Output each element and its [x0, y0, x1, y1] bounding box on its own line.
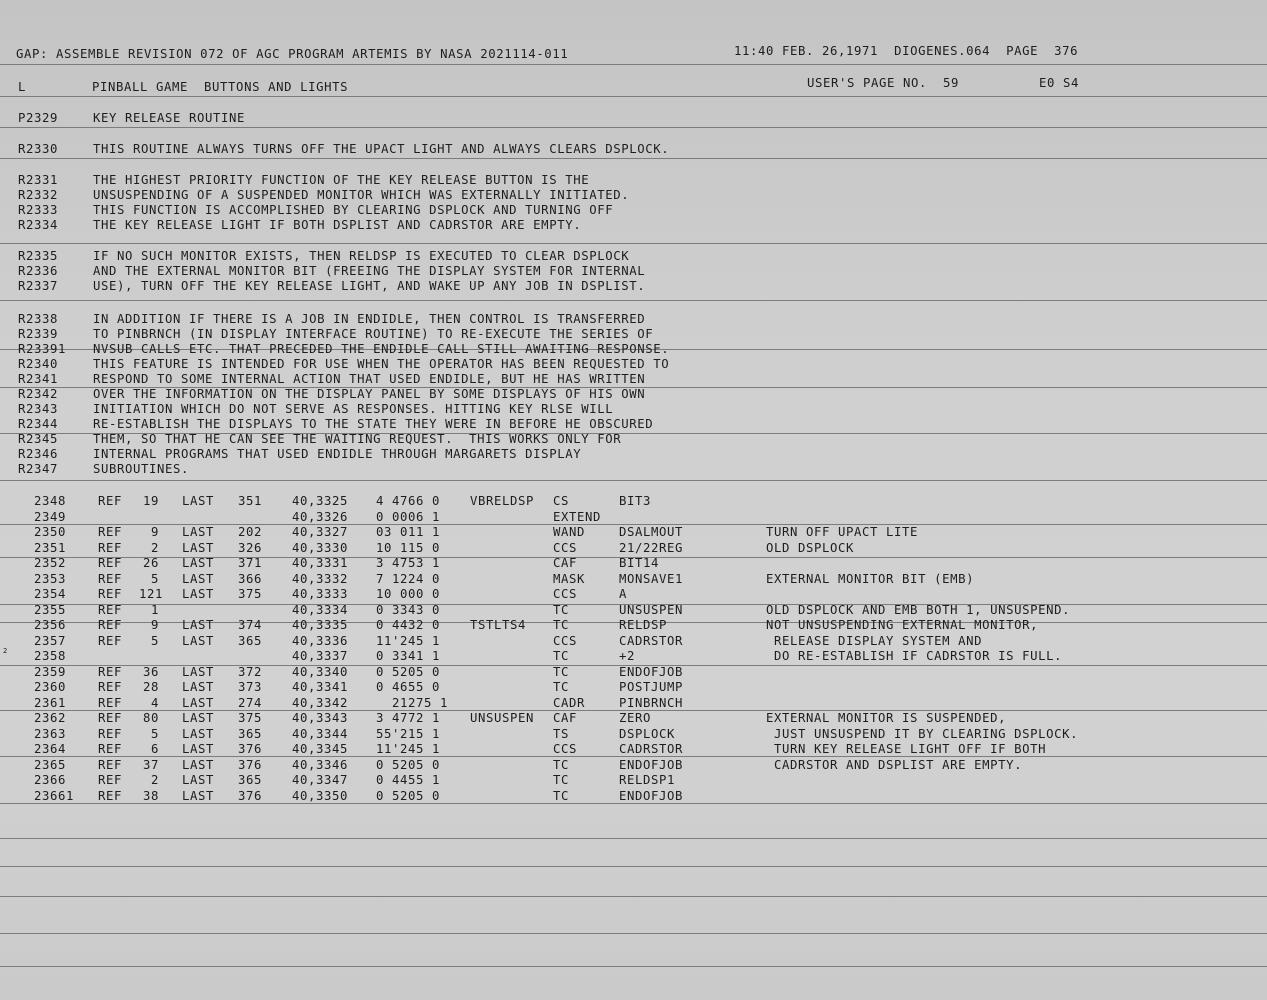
ref-count: 9 — [150, 525, 159, 539]
opcode: CCS — [553, 742, 578, 756]
opcode: TC — [553, 603, 570, 617]
margin-mark: 2 — [3, 647, 8, 655]
comment-line-id: R2347 — [18, 462, 59, 476]
opcode: EXTEND — [553, 510, 602, 524]
last-keyword: LAST — [182, 525, 215, 539]
code-line-number: 23661 — [34, 789, 75, 803]
code-label: UNSUSPEN — [470, 711, 535, 725]
ref-keyword: REF — [98, 665, 123, 679]
last-keyword: LAST — [182, 711, 215, 725]
comment-line-id: R2343 — [18, 402, 59, 416]
comment-line-id: P2329 — [18, 111, 59, 125]
opcode: TC — [553, 649, 570, 663]
operand: UNSUSPEN — [619, 603, 684, 617]
comment-line-text: OVER THE INFORMATION ON THE DISPLAY PANEL BY SOME DISPLAYS OF HIS OWN — [93, 387, 646, 401]
code-comment: TURN OFF UPACT LITE — [766, 525, 919, 539]
ref-count: 2 — [150, 541, 159, 555]
operand: POSTJUMP — [619, 680, 684, 694]
memory-address: 40,3326 — [292, 510, 349, 524]
octal-word: 0 5205 0 — [376, 789, 441, 803]
ref-count: 5 — [150, 572, 159, 586]
operand: ENDOFJOB — [619, 789, 684, 803]
last-page: 374 — [238, 618, 263, 632]
code-line-number: 2357 — [34, 634, 67, 648]
code-line-number: 2356 — [34, 618, 67, 632]
last-page: 351 — [238, 494, 263, 508]
ref-count: 38 — [142, 789, 159, 803]
operand: A — [619, 587, 628, 601]
opcode: TC — [553, 789, 570, 803]
last-page: 371 — [238, 556, 263, 570]
ref-count: 5 — [150, 727, 159, 741]
comment-line-text: AND THE EXTERNAL MONITOR BIT (FREEING THE DISPLAY SYSTEM FOR INTERNAL — [93, 264, 646, 278]
code-label: VBRELDSP — [470, 494, 535, 508]
octal-word: 03 011 1 — [376, 525, 441, 539]
last-page: 202 — [238, 525, 263, 539]
last-page: 376 — [238, 758, 263, 772]
comment-line-id: R2339 — [18, 327, 59, 341]
opcode: CCS — [553, 634, 578, 648]
ref-keyword: REF — [98, 789, 123, 803]
ref-keyword: REF — [98, 618, 123, 632]
memory-address: 40,3346 — [292, 758, 349, 772]
octal-word: 0 3341 1 — [376, 649, 441, 663]
octal-word: 11'245 1 — [376, 742, 441, 756]
code-line-number: 2354 — [34, 587, 67, 601]
last-page: 373 — [238, 680, 263, 694]
code-comment: JUST UNSUSPEND IT BY CLEARING DSPLOCK. — [766, 727, 1079, 741]
octal-word: 0 3343 0 — [376, 603, 441, 617]
opcode: TC — [553, 680, 570, 694]
opcode: CS — [553, 494, 570, 508]
last-keyword: LAST — [182, 665, 215, 679]
code-line-number: 2350 — [34, 525, 67, 539]
opcode: CCS — [553, 587, 578, 601]
comment-line-text: USE), TURN OFF THE KEY RELEASE LIGHT, AND WAKE UP ANY JOB IN DSPLIST. — [93, 279, 646, 293]
header-title: GAP: ASSEMBLE REVISION 072 OF AGC PROGRAM ARTEMIS BY NASA 2021114-011 — [16, 47, 569, 61]
memory-address: 40,3343 — [292, 711, 349, 725]
code-line-number: 2363 — [34, 727, 67, 741]
opcode: CAF — [553, 556, 578, 570]
memory-address: 40,3333 — [292, 587, 349, 601]
ref-count: 19 — [142, 494, 159, 508]
last-page: 365 — [238, 773, 263, 787]
opcode: TC — [553, 618, 570, 632]
code-line-number: 2352 — [34, 556, 67, 570]
memory-address: 40,3347 — [292, 773, 349, 787]
ref-keyword: REF — [98, 742, 123, 756]
octal-word: 10 115 0 — [376, 541, 441, 555]
comment-line-text: NVSUB CALLS ETC. THAT PRECEDED THE ENDIDLE CALL STILL AWAITING RESPONSE. — [93, 342, 670, 356]
last-keyword: LAST — [182, 572, 215, 586]
code-label: TSTLTS4 — [470, 618, 527, 632]
operand: DSPLOCK — [619, 727, 676, 741]
section-code: L — [18, 80, 27, 94]
last-keyword: LAST — [182, 680, 215, 694]
memory-address: 40,3350 — [292, 789, 349, 803]
code-line-number: 2349 — [34, 510, 67, 524]
opcode: MASK — [553, 572, 586, 586]
ref-keyword: REF — [98, 603, 123, 617]
memory-address: 40,3337 — [292, 649, 349, 663]
code-line-number: 2364 — [34, 742, 67, 756]
comment-line-id: R2337 — [18, 279, 59, 293]
ruled-line — [0, 756, 1267, 757]
last-keyword: LAST — [182, 789, 215, 803]
ref-count: 2 — [150, 773, 159, 787]
memory-address: 40,3336 — [292, 634, 349, 648]
ref-keyword: REF — [98, 541, 123, 555]
opcode: TS — [553, 727, 570, 741]
ref-count: 6 — [150, 742, 159, 756]
comment-line-text: INITIATION WHICH DO NOT SERVE AS RESPONSES. HITTING KEY RLSE WILL — [93, 402, 614, 416]
ref-count: 26 — [142, 556, 159, 570]
code-comment: EXTERNAL MONITOR BIT (EMB) — [766, 572, 975, 586]
comment-line-text: RE-ESTABLISH THE DISPLAYS TO THE STATE THEY WERE IN BEFORE HE OBSCURED — [93, 417, 654, 431]
memory-address: 40,3332 — [292, 572, 349, 586]
ref-count: 1 — [150, 603, 159, 617]
last-page: 376 — [238, 742, 263, 756]
ruled-line — [0, 838, 1267, 839]
comment-line-text: THIS ROUTINE ALWAYS TURNS OFF THE UPACT LIGHT AND ALWAYS CLEARS DSPLOCK. — [93, 142, 670, 156]
octal-word: 4 4766 0 — [376, 494, 441, 508]
octal-word: 3 4772 1 — [376, 711, 441, 725]
memory-address: 40,3342 — [292, 696, 349, 710]
code-comment: OLD DSPLOCK AND EMB BOTH 1, UNSUSPEND. — [766, 603, 1071, 617]
comment-line-text: RESPOND TO SOME INTERNAL ACTION THAT USED ENDIDLE, BUT HE HAS WRITTEN — [93, 372, 646, 386]
code-line-number: 2353 — [34, 572, 67, 586]
memory-address: 40,3334 — [292, 603, 349, 617]
last-keyword: LAST — [182, 696, 215, 710]
ref-keyword: REF — [98, 525, 123, 539]
code-line-number: 2355 — [34, 603, 67, 617]
code-comment: CADRSTOR AND DSPLIST ARE EMPTY. — [766, 758, 1023, 772]
comment-line-id: R2342 — [18, 387, 59, 401]
last-keyword: LAST — [182, 556, 215, 570]
last-keyword: LAST — [182, 742, 215, 756]
last-keyword: LAST — [182, 541, 215, 555]
last-keyword: LAST — [182, 727, 215, 741]
operand: ENDOFJOB — [619, 758, 684, 772]
last-page: 366 — [238, 572, 263, 586]
ref-keyword: REF — [98, 773, 123, 787]
operand: +2 — [619, 649, 636, 663]
last-page: 375 — [238, 587, 263, 601]
comment-line-text: THE KEY RELEASE LIGHT IF BOTH DSPLIST AND CADRSTOR ARE EMPTY. — [93, 218, 582, 232]
last-keyword: LAST — [182, 618, 215, 632]
ref-keyword: REF — [98, 758, 123, 772]
ruled-line — [0, 896, 1267, 897]
octal-word: 0 4655 0 — [376, 680, 441, 694]
ref-keyword: REF — [98, 556, 123, 570]
comment-line-text: THE HIGHEST PRIORITY FUNCTION OF THE KEY RELEASE BUTTON IS THE — [93, 173, 590, 187]
comment-line-text: INTERNAL PROGRAMS THAT USED ENDIDLE THROUGH MARGARETS DISPLAY — [93, 447, 582, 461]
operand: CADRSTOR — [619, 742, 684, 756]
ruled-line — [0, 243, 1267, 244]
comment-line-id: R2345 — [18, 432, 59, 446]
ref-keyword: REF — [98, 494, 123, 508]
last-page: 326 — [238, 541, 263, 555]
ref-keyword: REF — [98, 587, 123, 601]
code-comment: EXTERNAL MONITOR IS SUSPENDED, — [766, 711, 1007, 725]
last-page: 375 — [238, 711, 263, 725]
ref-keyword: REF — [98, 711, 123, 725]
ruled-line — [0, 933, 1267, 934]
operand: ENDOFJOB — [619, 665, 684, 679]
opcode: CCS — [553, 541, 578, 555]
operand: RELDSP1 — [619, 773, 676, 787]
ref-keyword: REF — [98, 680, 123, 694]
last-page: 365 — [238, 727, 263, 741]
memory-address: 40,3325 — [292, 494, 349, 508]
comment-line-id: R23391 — [18, 342, 67, 356]
comment-line-id: R2334 — [18, 218, 59, 232]
operand: DSALMOUT — [619, 525, 684, 539]
last-keyword: LAST — [182, 758, 215, 772]
memory-address: 40,3345 — [292, 742, 349, 756]
operand: 21/22REG — [619, 541, 684, 555]
octal-word: 0 5205 0 — [376, 758, 441, 772]
header-timestamp: 11:40 FEB. 26,1971 DIOGENES.064 PAGE 376 — [734, 44, 1079, 58]
opcode: CAF — [553, 711, 578, 725]
operand: BIT14 — [619, 556, 660, 570]
octal-word: 55'215 1 — [376, 727, 441, 741]
last-page: 372 — [238, 665, 263, 679]
code-comment: RELEASE DISPLAY SYSTEM AND — [766, 634, 983, 648]
comment-line-id: R2336 — [18, 264, 59, 278]
ref-count: 121 — [139, 587, 164, 601]
comment-line-text: KEY RELEASE ROUTINE — [93, 111, 246, 125]
code-comment: DO RE-ESTABLISH IF CADRSTOR IS FULL. — [766, 649, 1063, 663]
code-line-number: 2348 — [34, 494, 67, 508]
memory-address: 40,3341 — [292, 680, 349, 694]
users-page-number: USER'S PAGE NO. 59 — [807, 76, 960, 90]
comment-line-id: R2344 — [18, 417, 59, 431]
octal-word: 0 4455 1 — [376, 773, 441, 787]
opcode: WAND — [553, 525, 586, 539]
operand: BIT3 — [619, 494, 652, 508]
opcode: TC — [553, 758, 570, 772]
octal-word: 0 4432 0 — [376, 618, 441, 632]
octal-word: 10 000 0 — [376, 587, 441, 601]
ruled-line — [0, 480, 1267, 481]
ref-keyword: REF — [98, 727, 123, 741]
operand: PINBRNCH — [619, 696, 684, 710]
comment-line-id: R2331 — [18, 173, 59, 187]
memory-address: 40,3340 — [292, 665, 349, 679]
ref-keyword: REF — [98, 696, 123, 710]
comment-line-text: IF NO SUCH MONITOR EXISTS, THEN RELDSP IS EXECUTED TO CLEAR DSPLOCK — [93, 249, 630, 263]
comment-line-id: R2341 — [18, 372, 59, 386]
last-keyword: LAST — [182, 494, 215, 508]
comment-line-id: R2346 — [18, 447, 59, 461]
ref-count: 37 — [142, 758, 159, 772]
comment-line-text: IN ADDITION IF THERE IS A JOB IN ENDIDLE, THEN CONTROL IS TRANSFERRED — [93, 312, 646, 326]
code-comment: OLD DSPLOCK — [766, 541, 855, 555]
comment-line-text: THEM, SO THAT HE CAN SEE THE WAITING REQUEST. THIS WORKS ONLY FOR — [93, 432, 622, 446]
last-page: 376 — [238, 789, 263, 803]
operand: ZERO — [619, 711, 652, 725]
section-title: PINBALL GAME BUTTONS AND LIGHTS — [92, 80, 349, 94]
code-line-number: 2361 — [34, 696, 67, 710]
ref-keyword: REF — [98, 634, 123, 648]
ref-count: 9 — [150, 618, 159, 632]
comment-line-text: UNSUSPENDING OF A SUSPENDED MONITOR WHICH WAS EXTERNALLY INITIATED. — [93, 188, 630, 202]
comment-line-id: R2338 — [18, 312, 59, 326]
code-line-number: 2351 — [34, 541, 67, 555]
comment-line-text: THIS FEATURE IS INTENDED FOR USE WHEN THE OPERATOR HAS BEEN REQUESTED TO — [93, 357, 670, 371]
memory-address: 40,3331 — [292, 556, 349, 570]
comment-line-text: TO PINBRNCH (IN DISPLAY INTERFACE ROUTINE) TO RE-EXECUTE THE SERIES OF — [93, 327, 654, 341]
code-line-number: 2362 — [34, 711, 67, 725]
code-line-number: 2365 — [34, 758, 67, 772]
ruled-line — [0, 803, 1267, 804]
ruled-line — [0, 64, 1267, 65]
code-line-number: 2366 — [34, 773, 67, 787]
octal-word: 0 5205 0 — [376, 665, 441, 679]
memory-address: 40,3335 — [292, 618, 349, 632]
ref-count: 28 — [142, 680, 159, 694]
ruled-line — [0, 158, 1267, 159]
octal-word: 7 1224 0 — [376, 572, 441, 586]
ref-count: 36 — [142, 665, 159, 679]
comment-line-id: R2335 — [18, 249, 59, 263]
operand: MONSAVE1 — [619, 572, 684, 586]
last-keyword: LAST — [182, 773, 215, 787]
operand: RELDSP — [619, 618, 668, 632]
ruled-line — [0, 866, 1267, 867]
e-code: E0 S4 — [1039, 76, 1080, 90]
opcode: TC — [553, 773, 570, 787]
comment-line-id: R2333 — [18, 203, 59, 217]
opcode: CADR — [553, 696, 586, 710]
ruled-line — [0, 300, 1267, 301]
last-keyword: LAST — [182, 634, 215, 648]
operand: CADRSTOR — [619, 634, 684, 648]
code-comment: TURN KEY RELEASE LIGHT OFF IF BOTH — [766, 742, 1047, 756]
ref-count: 5 — [150, 634, 159, 648]
ref-keyword: REF — [98, 572, 123, 586]
ruled-line — [0, 127, 1267, 128]
ruled-line — [0, 966, 1267, 967]
octal-word: 11'245 1 — [376, 634, 441, 648]
memory-address: 40,3327 — [292, 525, 349, 539]
opcode: TC — [553, 665, 570, 679]
ruled-line — [0, 96, 1267, 97]
ref-count: 4 — [150, 696, 159, 710]
comment-line-id: R2332 — [18, 188, 59, 202]
comment-line-id: R2340 — [18, 357, 59, 371]
memory-address: 40,3344 — [292, 727, 349, 741]
code-line-number: 2360 — [34, 680, 67, 694]
octal-word: 21275 1 — [376, 696, 449, 710]
octal-word: 3 4753 1 — [376, 556, 441, 570]
ref-count: 80 — [142, 711, 159, 725]
code-line-number: 2358 — [34, 649, 67, 663]
octal-word: 0 0006 1 — [376, 510, 441, 524]
comment-line-text: THIS FUNCTION IS ACCOMPLISHED BY CLEARING DSPLOCK AND TURNING OFF — [93, 203, 614, 217]
last-page: 274 — [238, 696, 263, 710]
memory-address: 40,3330 — [292, 541, 349, 555]
last-keyword: LAST — [182, 587, 215, 601]
comment-line-id: R2330 — [18, 142, 59, 156]
comment-line-text: SUBROUTINES. — [93, 462, 190, 476]
last-page: 365 — [238, 634, 263, 648]
code-comment: NOT UNSUSPENDING EXTERNAL MONITOR, — [766, 618, 1039, 632]
code-line-number: 2359 — [34, 665, 67, 679]
